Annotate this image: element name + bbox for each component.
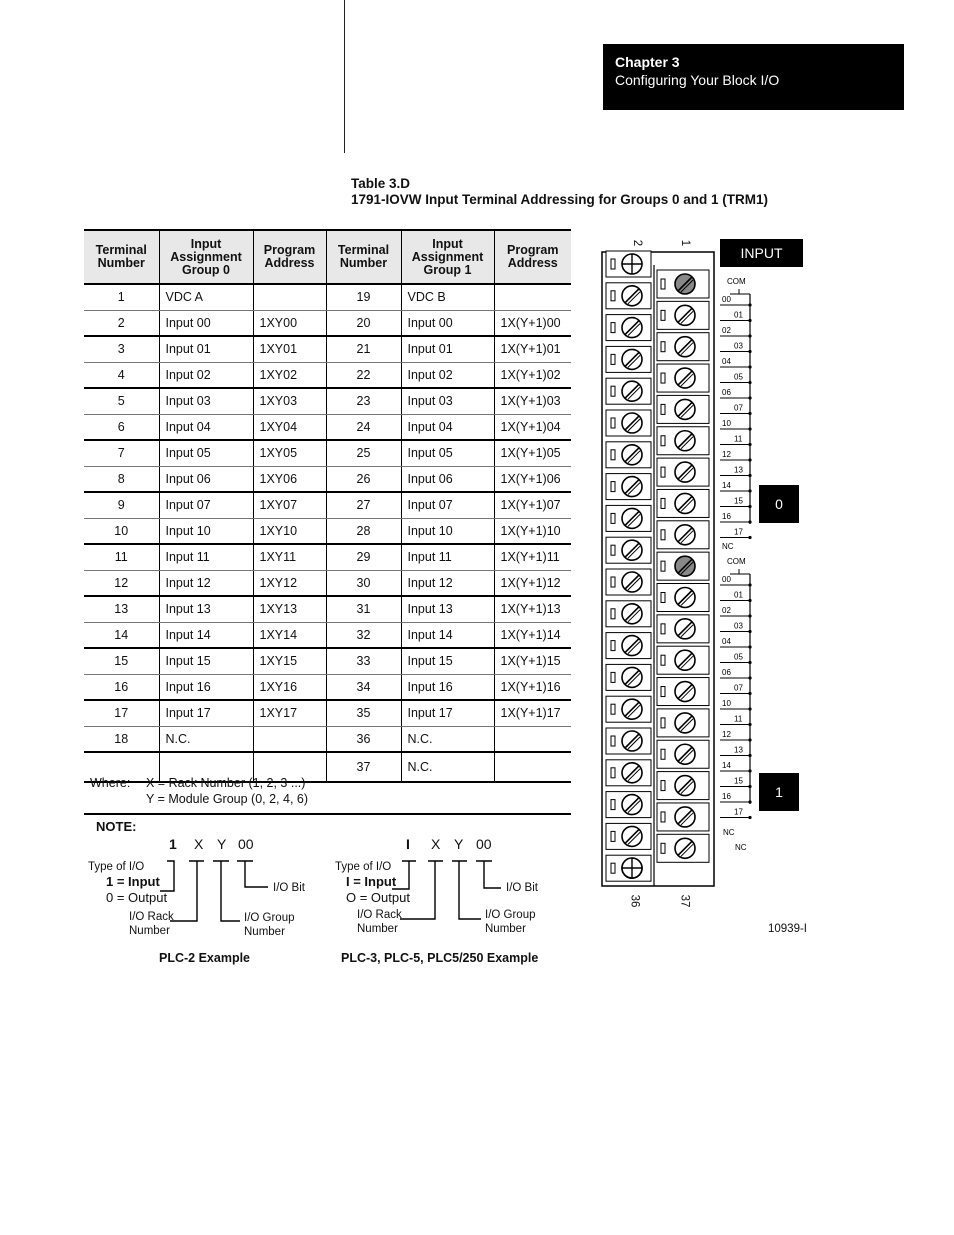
bit-label: 04	[722, 357, 731, 366]
bit-node	[748, 505, 751, 508]
bit-label: 05	[734, 372, 743, 382]
table-cell: 1X(Y+1)02	[494, 362, 571, 388]
bit-node	[748, 645, 751, 648]
table-cell: Input 01	[159, 336, 253, 362]
bit-node	[748, 630, 751, 633]
terminal-clip	[611, 545, 615, 555]
table-cell: 1X(Y+1)07	[494, 492, 571, 518]
bit-label: 15	[734, 776, 743, 786]
table-cell: 1XY01	[253, 336, 326, 362]
plc2-bit-label: I/O Bit	[273, 882, 305, 894]
table-label: Table 3.D	[351, 176, 411, 191]
bit-label: 16	[722, 512, 731, 521]
com-label: COM	[727, 277, 746, 286]
bit-label: 00	[722, 295, 731, 304]
bit-label: 03	[734, 341, 743, 351]
table-cell: 32	[326, 622, 401, 648]
plc3-type-label: Type of I/O	[335, 861, 392, 873]
table-caption: 1791-IOVW Input Terminal Addressing for Groups 0 and 1 (TRM1)	[351, 192, 769, 207]
group-label-line: Number	[244, 926, 285, 938]
table-cell: 1XY16	[253, 674, 326, 700]
table-cell: Input 15	[159, 648, 253, 674]
terminal-clip	[661, 310, 665, 320]
col-header: Terminal Number	[84, 230, 159, 284]
table-cell: 13	[84, 596, 159, 622]
group-label-line: I/O Group	[485, 909, 536, 921]
bit-node	[748, 800, 751, 803]
bit-node	[748, 350, 751, 353]
table-cell: Input 16	[159, 674, 253, 700]
terminal-number-bottom-left: 36	[628, 894, 641, 908]
table-cell: Input 02	[401, 362, 494, 388]
table-cell: 1XY00	[253, 310, 326, 336]
table-cell: 6	[84, 414, 159, 440]
plc3-char-bit: 00	[476, 836, 492, 852]
table-cell: Input 15	[401, 648, 494, 674]
terminal-clip	[661, 812, 665, 822]
bit-node	[748, 707, 751, 710]
table-cell: 1X(Y+1)14	[494, 622, 571, 648]
table-cell: Input 05	[159, 440, 253, 466]
table-cell: Input 04	[159, 414, 253, 440]
table-cell: 1X(Y+1)04	[494, 414, 571, 440]
table-cell: Input 10	[401, 518, 494, 544]
terminal-clip	[611, 641, 615, 651]
terminal-clip	[661, 593, 665, 603]
table-cell: 1X(Y+1)13	[494, 596, 571, 622]
table-cell: 1X(Y+1)06	[494, 466, 571, 492]
table-cell: 1XY12	[253, 570, 326, 596]
table-cell: 26	[326, 466, 401, 492]
bit-node	[748, 303, 751, 306]
table-cell: Input 14	[401, 622, 494, 648]
terminal-clip	[611, 704, 615, 714]
table-cell: 12	[84, 570, 159, 596]
table-cell: Input 12	[159, 570, 253, 596]
terminal-clip	[661, 624, 665, 634]
table-cell: Input 01	[401, 336, 494, 362]
terminal-clip	[661, 530, 665, 540]
terminal-clip	[611, 800, 615, 810]
table-cell: N.C.	[159, 726, 253, 752]
table-cell: 20	[326, 310, 401, 336]
table-cell: 24	[326, 414, 401, 440]
y-definition: Y = Module Group (0, 2, 4, 6)	[146, 792, 309, 806]
table-cell: Input 07	[159, 492, 253, 518]
table-cell: 29	[326, 544, 401, 570]
table-cell: 1X(Y+1)12	[494, 570, 571, 596]
plc2-caption: PLC-2 Example	[159, 951, 251, 965]
bit-node	[748, 458, 751, 461]
terminal-clip	[661, 279, 665, 289]
table-cell: 1	[84, 284, 159, 310]
note-label: NOTE:	[96, 819, 137, 834]
plc2-type-label: Type of I/O	[88, 861, 145, 873]
nc-label: NC	[722, 542, 734, 551]
bit-node	[748, 816, 751, 819]
table-cell: 1X(Y+1)03	[494, 388, 571, 414]
plc2-char-rack: X	[194, 836, 204, 852]
table-cell: Input 04	[401, 414, 494, 440]
bit-label: 03	[734, 621, 743, 631]
table-cell: Input 02	[159, 362, 253, 388]
col-header: Program Address	[494, 230, 571, 284]
col-header: Terminal Number	[326, 230, 401, 284]
table-cell: VDC A	[159, 284, 253, 310]
table-cell: Input 12	[401, 570, 494, 596]
bit-label: 05	[734, 652, 743, 662]
plc2-char-type: 1	[169, 836, 177, 852]
table-cell: Input 03	[159, 388, 253, 414]
table-cell: Input 11	[159, 544, 253, 570]
table-cell: 3	[84, 336, 159, 362]
table-cell: 8	[84, 466, 159, 492]
bit-label: 07	[734, 403, 743, 413]
terminal-clip	[661, 561, 665, 571]
table-cell: 37	[326, 752, 401, 782]
table-cell: 1X(Y+1)15	[494, 648, 571, 674]
table-cell: 1X(Y+1)01	[494, 336, 571, 362]
table-cell: 9	[84, 492, 159, 518]
table-cell: Input 17	[401, 700, 494, 726]
bit-label: 11	[734, 434, 743, 444]
plc2-char-bit: 00	[238, 836, 254, 852]
table-cell: 4	[84, 362, 159, 388]
table-cell: Input 03	[401, 388, 494, 414]
terminal-clip	[661, 436, 665, 446]
bit-node	[748, 785, 751, 788]
bit-label: 12	[722, 730, 731, 739]
table-cell: 35	[326, 700, 401, 726]
table-cell: Input 00	[401, 310, 494, 336]
table-cell: 31	[326, 596, 401, 622]
terminal-clip	[661, 498, 665, 508]
table-cell: 1XY06	[253, 466, 326, 492]
table-cell: N.C.	[401, 726, 494, 752]
bit-label: 15	[734, 496, 743, 506]
bit-node	[748, 536, 751, 539]
table-cell: 1X(Y+1)17	[494, 700, 571, 726]
table-cell: Input 11	[401, 544, 494, 570]
terminal-clip	[661, 718, 665, 728]
table-cell: 28	[326, 518, 401, 544]
bit-label: 17	[734, 527, 743, 537]
table-cell: 17	[84, 700, 159, 726]
bit-node	[748, 489, 751, 492]
table-cell: 1XY15	[253, 648, 326, 674]
table-cell: Input 13	[159, 596, 253, 622]
terminal-clip	[661, 373, 665, 383]
table-cell: Input 13	[401, 596, 494, 622]
terminal-number-bottom-right: 37	[678, 894, 691, 908]
terminal-clip	[611, 386, 615, 396]
table-cell: 18	[84, 726, 159, 752]
group-1-tag: 1	[759, 773, 799, 811]
rack-label-line: Number	[129, 925, 170, 937]
terminal-clip	[611, 323, 615, 333]
col-header: Input Assignment Group 1	[401, 230, 494, 284]
terminal-clip	[611, 577, 615, 587]
terminal-clip	[611, 482, 615, 492]
table-cell: 30	[326, 570, 401, 596]
table-cell: 7	[84, 440, 159, 466]
table-cell: 14	[84, 622, 159, 648]
bit-label: 07	[734, 683, 743, 693]
bit-node	[748, 365, 751, 368]
bit-label: 02	[722, 326, 731, 335]
group-0-tag: 0	[759, 485, 799, 523]
x-definition: X = Rack Number (1, 2, 3 ...)	[146, 776, 306, 790]
table-cell: 2	[84, 310, 159, 336]
terminal-clip	[611, 450, 615, 460]
bit-label: 13	[734, 745, 743, 755]
nc-label: NC	[723, 828, 735, 837]
table-cell: 33	[326, 648, 401, 674]
bit-label: 10	[722, 699, 731, 708]
col-header: Input Assignment Group 0	[159, 230, 253, 284]
terminal-clip	[611, 768, 615, 778]
bit-node	[748, 661, 751, 664]
chapter-number: Chapter 3	[615, 54, 680, 70]
plc2-char-group: Y	[217, 836, 227, 852]
table-cell: 5	[84, 388, 159, 414]
table-cell: Input 14	[159, 622, 253, 648]
table-cell: 27	[326, 492, 401, 518]
table-cell: 1XY04	[253, 414, 326, 440]
bit-label: 01	[734, 310, 743, 320]
bit-label: 11	[734, 714, 743, 724]
terminal-clip	[611, 831, 615, 841]
bit-label: 01	[734, 590, 743, 600]
rack-label-line: Number	[357, 923, 398, 935]
table-cell: Input 17	[159, 700, 253, 726]
bit-label: 17	[734, 807, 743, 817]
bit-node	[748, 599, 751, 602]
table-cell: 21	[326, 336, 401, 362]
table-cell: 22	[326, 362, 401, 388]
table-cell: 1XY13	[253, 596, 326, 622]
group-label-line: I/O Group	[244, 912, 295, 924]
terminal-clip	[611, 259, 615, 269]
terminal-number-top-right: 1	[679, 239, 692, 247]
bit-label: 00	[722, 575, 731, 584]
table-cell: 1X(Y+1)16	[494, 674, 571, 700]
table-cell: 1XY05	[253, 440, 326, 466]
table-cell: 16	[84, 674, 159, 700]
bit-label: 06	[722, 668, 731, 677]
bit-node	[748, 396, 751, 399]
bit-node	[748, 443, 751, 446]
bit-node	[748, 474, 751, 477]
where-label: Where:	[90, 776, 131, 790]
bit-node	[748, 723, 751, 726]
bit-label: 12	[722, 450, 731, 459]
chapter-title: Configuring Your Block I/O	[615, 72, 780, 88]
terminal-clip	[661, 342, 665, 352]
bit-node	[748, 583, 751, 586]
bit-label: 04	[722, 637, 731, 646]
table-cell: 34	[326, 674, 401, 700]
terminal-clip	[661, 749, 665, 759]
table-cell: 36	[326, 726, 401, 752]
bit-label: 14	[722, 761, 731, 770]
terminal-clip	[611, 513, 615, 523]
terminal-clip	[661, 781, 665, 791]
table-cell: 1XY11	[253, 544, 326, 570]
terminal-clip	[661, 655, 665, 665]
table-cell: Input 16	[401, 674, 494, 700]
terminal-number-top-left: 2	[631, 239, 644, 247]
input-tag: INPUT	[720, 239, 803, 267]
terminal-clip	[611, 354, 615, 364]
table-cell: 1XY10	[253, 518, 326, 544]
bit-node	[748, 381, 751, 384]
plc2-input-line: 1 = Input	[106, 874, 160, 889]
bit-node	[748, 614, 751, 617]
rack-label-line: I/O Rack	[357, 909, 402, 921]
table-cell: 1XY03	[253, 388, 326, 414]
bit-node	[748, 769, 751, 772]
plc3-caption: PLC-3, PLC-5, PLC5/250 Example	[341, 951, 539, 965]
terminal-clip	[611, 736, 615, 746]
plc3-bit-label: I/O Bit	[506, 882, 538, 894]
nc-label: NC	[735, 843, 747, 852]
plc3-output-line: O = Output	[346, 890, 410, 905]
table-cell: Input 00	[159, 310, 253, 336]
rack-label-line: I/O Rack	[129, 911, 174, 923]
table-cell: Input 06	[159, 466, 253, 492]
table-cell: Input 10	[159, 518, 253, 544]
bit-label: 16	[722, 792, 731, 801]
bit-label: 14	[722, 481, 731, 490]
table-cell: 23	[326, 388, 401, 414]
plc3-input-line: I = Input	[346, 874, 397, 889]
plc3-char-group: Y	[454, 836, 464, 852]
terminal-clip	[661, 687, 665, 697]
col-header: Program Address	[253, 230, 326, 284]
table-cell: 1XY07	[253, 492, 326, 518]
table-cell: 10	[84, 518, 159, 544]
terminal-clip	[661, 404, 665, 414]
table-cell: 11	[84, 544, 159, 570]
table-cell: 1XY02	[253, 362, 326, 388]
bit-node	[748, 319, 751, 322]
plc2-output-line: 0 = Output	[106, 890, 168, 905]
terminal-clip	[611, 863, 615, 873]
bit-node	[748, 427, 751, 430]
table-cell: 25	[326, 440, 401, 466]
table-cell: 1XY17	[253, 700, 326, 726]
bit-node	[748, 754, 751, 757]
com-label: COM	[727, 557, 746, 566]
bit-node	[748, 676, 751, 679]
table-cell: 1X(Y+1)10	[494, 518, 571, 544]
bit-label: 06	[722, 388, 731, 397]
terminal-clip	[611, 672, 615, 682]
table-cell: 15	[84, 648, 159, 674]
table-cell: Input 07	[401, 492, 494, 518]
terminal-clip	[611, 291, 615, 301]
terminal-clip	[661, 467, 665, 477]
plc3-char-rack: X	[431, 836, 441, 852]
terminal-clip	[661, 843, 665, 853]
table-cell: 1X(Y+1)11	[494, 544, 571, 570]
table-cell: Input 05	[401, 440, 494, 466]
group-label-line: Number	[485, 923, 526, 935]
terminal-clip	[611, 609, 615, 619]
table-cell: N.C.	[401, 752, 494, 782]
table-cell: 19	[326, 284, 401, 310]
bit-label: 13	[734, 465, 743, 475]
table-cell: 1X(Y+1)05	[494, 440, 571, 466]
table-cell: 1XY14	[253, 622, 326, 648]
bit-node	[748, 412, 751, 415]
bit-node	[748, 520, 751, 523]
bit-node	[748, 334, 751, 337]
bit-label: 02	[722, 606, 731, 615]
figure-id: 10939-I	[768, 923, 808, 935]
terminal-clip	[611, 418, 615, 428]
bit-node	[748, 692, 751, 695]
bit-label: 10	[722, 419, 731, 428]
table-cell: Input 06	[401, 466, 494, 492]
table-cell: VDC B	[401, 284, 494, 310]
plc3-char-type: I	[406, 836, 410, 852]
table-cell: 1X(Y+1)00	[494, 310, 571, 336]
bit-node	[748, 738, 751, 741]
